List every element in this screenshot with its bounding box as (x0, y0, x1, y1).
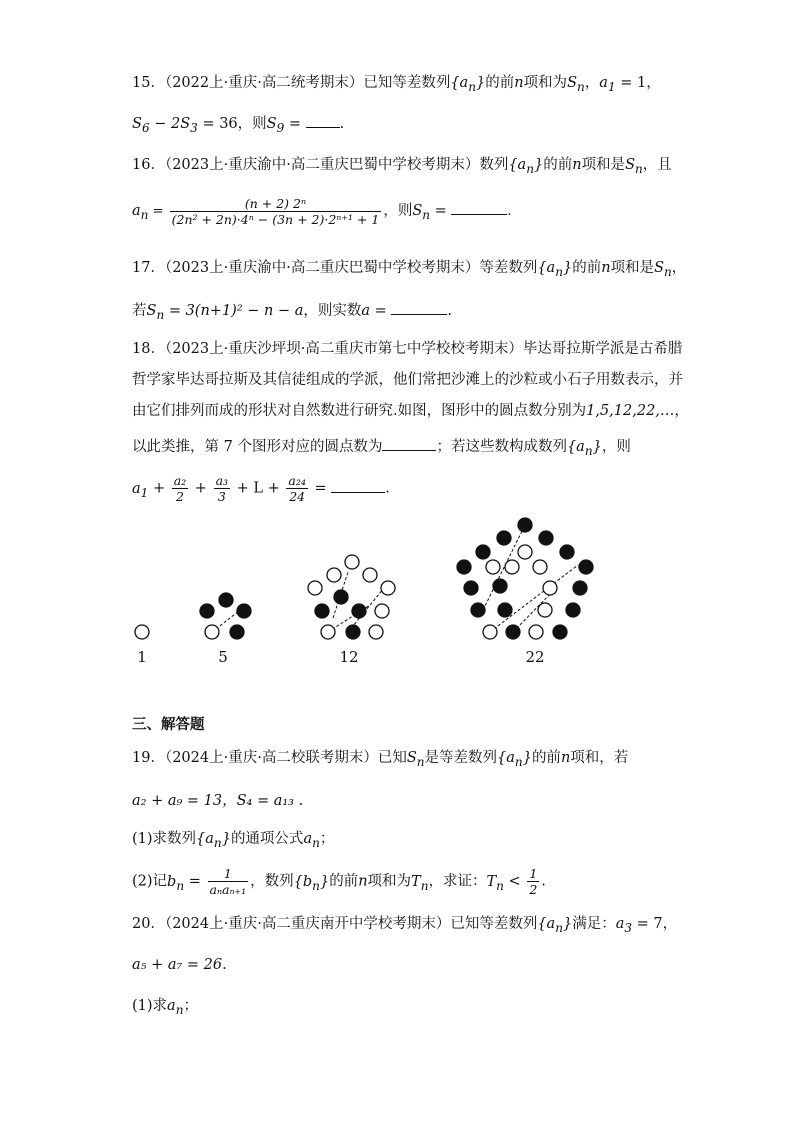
q15-line2: $S_6 - 2S_3 = 36$，则$S_9$ = . (132, 113, 344, 138)
pentagonal-dots-figure (120, 510, 620, 670)
q16-fraction: $\frac{\text{(n + 2) 2ⁿ}}{\text{(2n² + 2n)·4ⁿ − (3n + 2)·2ⁿ⁺¹ + 1}}$ (171, 196, 380, 227)
q17-line2: 若$S_n = 3(n+1)^2 - n - a$，则实数a = . (132, 300, 452, 325)
q18-line5: $a_1$ + $\frac{\text{a₂}}{2}$ + $\frac{\text{a₃}}{3}$ + L + $\frac{\text{a₂₄}}{24}$ = . (132, 473, 390, 504)
q16-line2: $a_n$ = $\frac{\text{(n + 2) 2ⁿ}}{\text{(2n² + 2n)·4ⁿ − (3n + 2)·2ⁿ⁺¹ + 1}}$ ，则$S_n$ = . (132, 196, 512, 227)
figure-1-label: 1 (137, 648, 147, 666)
q20-line1: 20．（2024上·重庆·高二重庆南开中学校考期末）已知等差数列$\{a_n\}$满足：$a_3 = 7$， (132, 916, 678, 935)
q17-source: 17．（2023上·重庆渝中·高二重庆巴蜀中学校考期末）等差数列 (132, 260, 538, 276)
q19-source: 19．（2024上·重庆·高二校联考期末）已知 (132, 750, 407, 766)
q17-answer-blank[interactable] (391, 300, 447, 315)
q15-line1: 15．（2022上·重庆·高二统考期末）已知等差数列$\{a_n\}$的前n项和为$S_n$，$a_1 = 1$， (132, 75, 661, 94)
figure-5-label: 5 (218, 648, 228, 666)
q18-line4: 以此类推，第 7 个图形对应的圆点数为 ；若这些数构成数列$\{a_n\}$，则 (132, 436, 631, 461)
figure-5 (200, 593, 251, 666)
q20-line2: a₅ + a₇ = 26. (132, 957, 227, 973)
figure-12-label: 12 (339, 648, 359, 666)
q15-seq: $\{a_n\}$ (450, 75, 486, 94)
q19-part2: (2)记$b_n$ = $\frac{1}{\text{aₙaₙ₊₁}}$ ，数列$\{b_n\}$的前n项和为$T_n$，求证：$T_n$ < $\frac{1}{2}$ . (132, 866, 546, 897)
figure-22 (457, 518, 593, 666)
figure-1 (135, 625, 149, 666)
figure-12 (308, 555, 395, 666)
q19-line1: 19．（2024上·重庆·高二校联考期末）已知$S_n$是等差数列$\{a_n\}$的前n项和，若 (132, 750, 629, 769)
q16-answer-blank[interactable] (451, 200, 507, 215)
q18-line2: 哲学家毕达哥拉斯及其信徒组成的学派，他们常把沙滩上的沙粒或小石子用数表示，并 (132, 372, 683, 388)
q19-part1: (1)求数列$\{a_n\}$的通项公式$a_n$； (132, 831, 335, 850)
q16-line1: 16．（2023上·重庆渝中·高二重庆巴蜀中学校考期末）数列$\{a_n\}$的前n项和是$S_n$，且 (132, 157, 672, 176)
section-heading: 三、解答题 (132, 716, 205, 733)
q16-source: 16．（2023上·重庆渝中·高二重庆巴蜀中学校考期末）数列 (132, 157, 509, 173)
figure-22-label: 22 (525, 648, 545, 666)
q20-source: 20．（2024上·重庆·高二重庆南开中学校考期末）已知等差数列 (132, 916, 538, 932)
q15-answer-blank[interactable] (306, 113, 340, 128)
q20-part1: (1)求$a_n$； (132, 998, 198, 1017)
q17-line1: 17．（2023上·重庆渝中·高二重庆巴蜀中学校考期末）等差数列$\{a_n\}$的前n项和是$S_n$， (132, 260, 687, 279)
q15-source: 15．（2022上·重庆·高二统考期末）已知等差数列 (132, 75, 451, 91)
q18-line1: 18．（2023上·重庆沙坪坝·高二重庆市第七中学校校考期末）毕达哥拉斯学派是古希腊 (132, 341, 683, 357)
q19-line2: a₂ + a₉ = 13，S₄ = a₁₃ . (132, 793, 304, 809)
q18-answer-blank-1[interactable] (382, 436, 436, 451)
q18-line3: 由它们排列而成的形状对自然数进行研究.如图，图形中的圆点数分别为1,5,12,22,…， (132, 403, 689, 419)
q18-answer-blank-2[interactable] (331, 478, 385, 493)
